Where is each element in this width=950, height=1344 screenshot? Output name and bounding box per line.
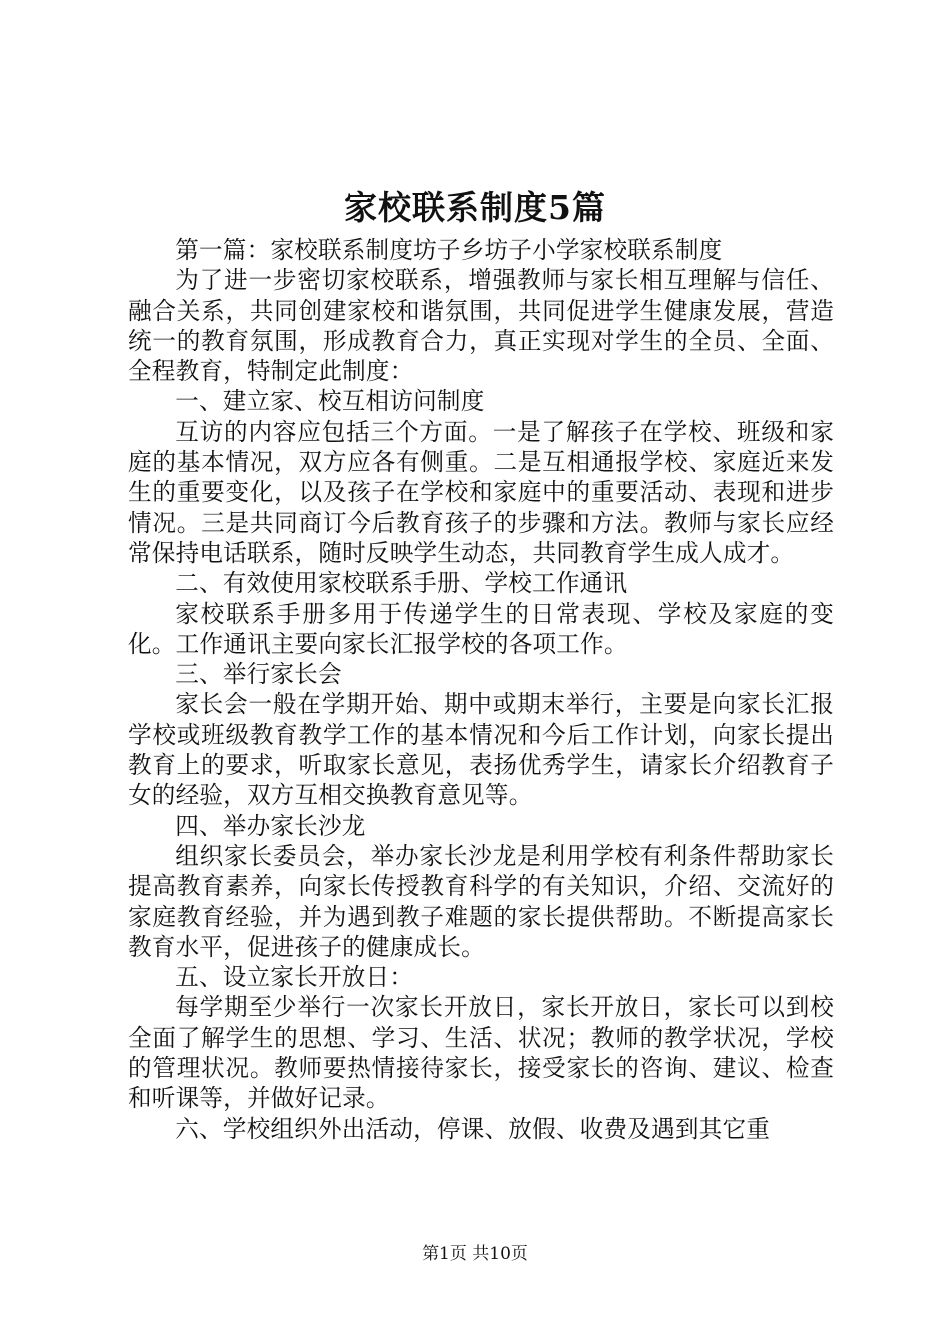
paragraph: 家长会一般在学期开始、期中或期末举行，主要是向家长汇报学校或班级教育教学工作的基本情况和今后工作计划，向家长提出教育上的要求，听取家长意见，表扬优秀学生，请家长介绍教育子女的经验，双方互相交换教育意见等。	[128, 690, 834, 810]
paragraph: 每学期至少举行一次家长开放日，家长开放日，家长可以到校全面了解学生的思想、学习、生活、状况；教师的教学状况，学校的管理状况。教师要热情接待家长，接受家长的咨询、建议、检查和听课等，并做好记录。	[128, 993, 834, 1113]
paragraph-heading: 六、学校组织外出活动，停课、放假、收费及遇到其它重	[175, 1114, 771, 1143]
paragraph: 互访的内容应包括三个方面。一是了解孩子在学校、班级和家庭的基本情况，双方应各有侧重。二是互相通报学校、家庭近来发生的重要变化，以及孩子在学校和家庭中的重要活动、表现和进步情况。三是共同商订今后教育孩子的步骤和方法。教师与家长应经常保持电话联系，随时反映学生动态，共同教育学生成人成才。	[128, 417, 834, 567]
paragraph-section-heading: 第一篇：家校联系制度坊子乡坊子小学家校联系制度	[175, 236, 723, 264]
paragraph: 家校联系手册多用于传递学生的日常表现、学校及家庭的变化。工作通讯主要向家长汇报学校的各项工作。	[128, 599, 834, 658]
paragraph-heading: 四、举办家长沙龙	[175, 811, 366, 840]
document-title: 家校联系制度5篇	[344, 188, 606, 227]
paragraph: 为了进一步密切家校联系，增强教师与家长相互理解与信任、融合关系，共同创建家校和谐氛围，共同促进学生健康发展，营造统一的教育氛围，形成教育合力，真正实现对学生的全员、全面、全程教育，特制定此制度：	[128, 266, 834, 386]
paragraph-heading: 三、举行家长会	[175, 660, 342, 689]
page-footer: 第1页 共10页	[422, 1244, 528, 1264]
paragraph-heading: 一、建立家、校互相访问制度	[175, 387, 485, 416]
paragraph-heading: 二、有效使用家校联系手册、学校工作通讯	[175, 569, 628, 598]
document-body	[128, 235, 834, 1144]
paragraph-heading: 五、设立家长开放日：	[175, 963, 414, 992]
paragraph: 组织家长委员会，举办家长沙龙是利用学校有利条件帮助家长提高教育素养，向家长传授教育科学的有关知识，介绍、交流好的家庭教育经验，并为遇到教子难题的家长提供帮助。不断提高家长教育水平，促进孩子的健康成长。	[128, 841, 834, 961]
